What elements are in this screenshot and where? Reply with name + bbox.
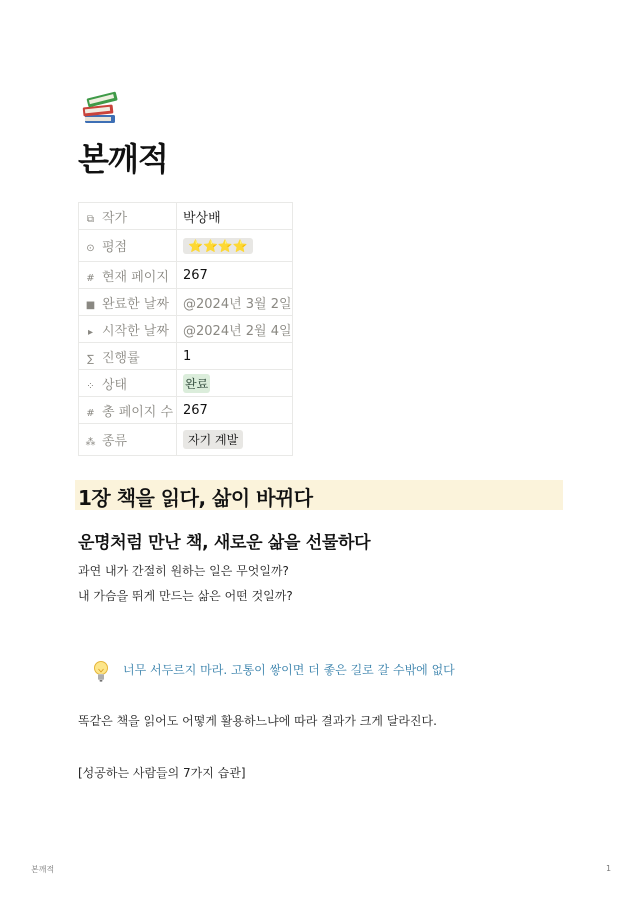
- property-row[interactable]: [79, 230, 293, 262]
- property-key-label: 진행률: [102, 350, 140, 366]
- heading-1: 1장 책을 읽다, 삶이 바뀌다: [78, 486, 313, 510]
- property-row[interactable]: [79, 289, 293, 316]
- property-value[interactable]: [177, 230, 293, 262]
- paragraph: 똑같은 책을 읽어도 어떻게 활용하느냐에 따라 결과가 크게 달라진다.: [78, 714, 437, 728]
- property-key-label: 현재 페이지: [102, 269, 169, 285]
- lightbulb-icon: [93, 660, 109, 684]
- paragraph: 내 가슴을 뛰게 만드는 삶은 어떤 것일까?: [78, 589, 293, 603]
- date-icon: ■: [85, 299, 96, 311]
- property-value[interactable]: [177, 370, 293, 397]
- property-key-label: 평점: [102, 240, 128, 255]
- property-value-text: 1: [183, 348, 192, 364]
- property-key-label: 완료한 날짜: [102, 296, 169, 312]
- property-row[interactable]: [79, 316, 293, 343]
- property-row[interactable]: [79, 203, 293, 230]
- property-value[interactable]: [177, 397, 293, 424]
- property-tag: 완료: [183, 374, 210, 393]
- status-icon: ⁘: [86, 380, 95, 392]
- callout-text: 너무 서두르지 마라. 고통이 쌓이면 더 좋은 길로 갈 수밖에 없다: [123, 663, 455, 677]
- play-icon: ▸: [87, 326, 94, 338]
- property-row[interactable]: [79, 370, 293, 397]
- property-key: [79, 424, 177, 456]
- property-row[interactable]: [79, 262, 293, 289]
- property-key: [79, 203, 177, 230]
- page-number: 1: [606, 864, 612, 873]
- footer-title: 본깨적: [31, 865, 55, 874]
- property-value-text: @2024년 2월 4일: [183, 323, 292, 339]
- rating-icon: ⊙: [86, 243, 95, 254]
- number-icon: #: [86, 272, 95, 284]
- property-value-text: 267: [183, 267, 208, 283]
- person-icon: ⧉: [86, 213, 95, 225]
- property-key-label: 시작한 날짜: [102, 323, 169, 339]
- page-title: 본깨적: [78, 140, 168, 178]
- property-value[interactable]: [177, 343, 293, 370]
- number-icon: #: [86, 407, 95, 419]
- property-key-label: 작가: [102, 210, 128, 226]
- property-key: [79, 289, 177, 316]
- property-value[interactable]: [177, 424, 293, 456]
- property-value-text: 267: [183, 402, 208, 418]
- property-row[interactable]: [79, 424, 293, 456]
- property-key: [79, 262, 177, 289]
- books-icon: [79, 86, 121, 128]
- sigma-icon: ∑: [87, 353, 94, 365]
- property-value[interactable]: [177, 316, 293, 343]
- properties-table: [78, 202, 293, 456]
- property-key-label: 총 페이지 수: [102, 404, 174, 420]
- property-key: [79, 343, 177, 370]
- property-value[interactable]: [177, 203, 293, 230]
- property-key: [79, 397, 177, 424]
- property-key: [79, 316, 177, 343]
- property-value[interactable]: [177, 262, 293, 289]
- property-tag: ⭐⭐⭐⭐: [183, 238, 253, 254]
- property-row[interactable]: [79, 343, 293, 370]
- shapes-icon: ⁂: [85, 437, 96, 448]
- property-value-text: 박상배: [183, 210, 221, 226]
- property-key: [79, 370, 177, 397]
- property-key: [79, 230, 177, 262]
- paragraph: [성공하는 사람들의 7가지 습관]: [78, 766, 246, 780]
- property-row[interactable]: [79, 397, 293, 424]
- heading-2: 운명처럼 만난 책, 새로운 삶을 선물하다: [78, 533, 371, 553]
- property-key-label: 종류: [102, 434, 128, 449]
- paragraph: 과연 내가 간절히 원하는 일은 무엇일까?: [78, 564, 289, 578]
- property-value[interactable]: [177, 289, 293, 316]
- property-value-text: @2024년 3월 2일: [183, 296, 292, 312]
- property-tag: 자기 계발: [183, 430, 243, 449]
- property-key-label: 상태: [102, 377, 128, 393]
